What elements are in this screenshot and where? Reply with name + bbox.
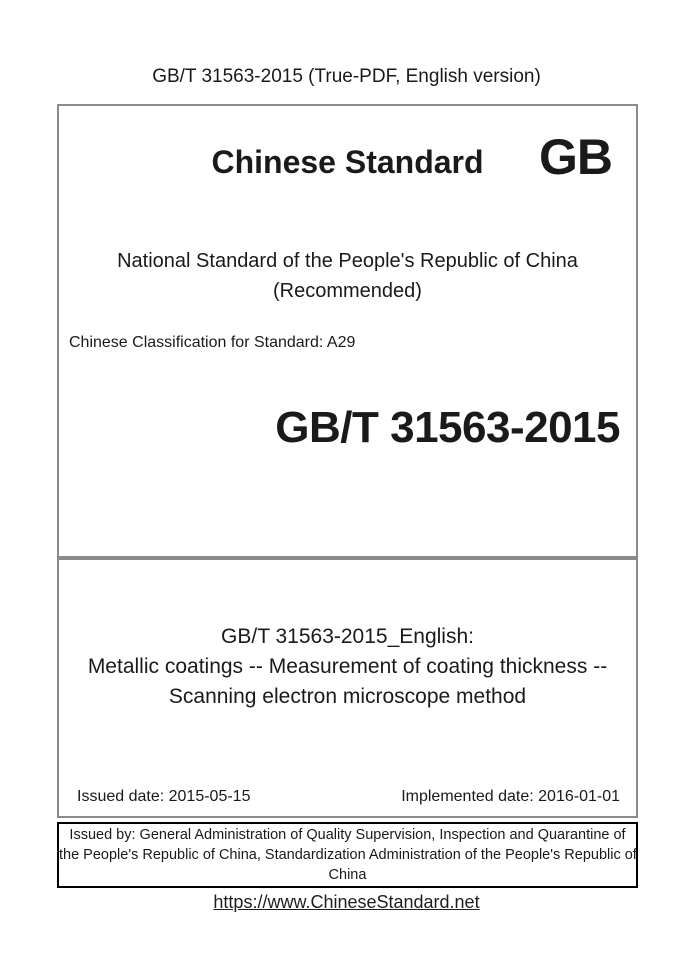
issuer-line-2: the People's Republic of China, Standardization Administration of the People's Republic of (59, 847, 637, 863)
issued-date: Issued date: 2015-05-15 (77, 788, 251, 805)
standard-code: GB/T 31563-2015 (275, 403, 620, 452)
national-standard-block (59, 246, 636, 306)
document-header-note: GB/T 31563-2015 (True-PDF, English version) (152, 66, 541, 87)
website-link[interactable]: https://www.ChineseStandard.net (213, 892, 480, 912)
classification-line: Chinese Classification for Standard: A29 (69, 334, 356, 351)
implemented-date: Implemented date: 2016-01-01 (401, 788, 620, 805)
gb-logo: GB (539, 129, 612, 185)
brand-title: Chinese Standard (211, 144, 484, 180)
title-box (57, 558, 638, 818)
footer (0, 892, 693, 913)
issuer-line-1: Issued by: General Administration of Quality Supervision, Inspection and Quarantine of (69, 827, 626, 843)
cover-box (57, 104, 638, 558)
english-title-block (59, 622, 636, 712)
issuer-line-3: China (328, 867, 367, 883)
english-title-code-line: GB/T 31563-2015_English: (221, 625, 474, 648)
dates-row (77, 788, 620, 806)
issuer-box (57, 822, 638, 888)
english-title-line-1: Metallic coatings -- Measurement of coating thickness -- (87, 655, 608, 678)
national-standard-line: National Standard of the People's Republic of China (117, 250, 578, 272)
english-title-line-2: Scanning electron microscope method (168, 685, 527, 708)
recommended-line: (Recommended) (273, 280, 422, 302)
